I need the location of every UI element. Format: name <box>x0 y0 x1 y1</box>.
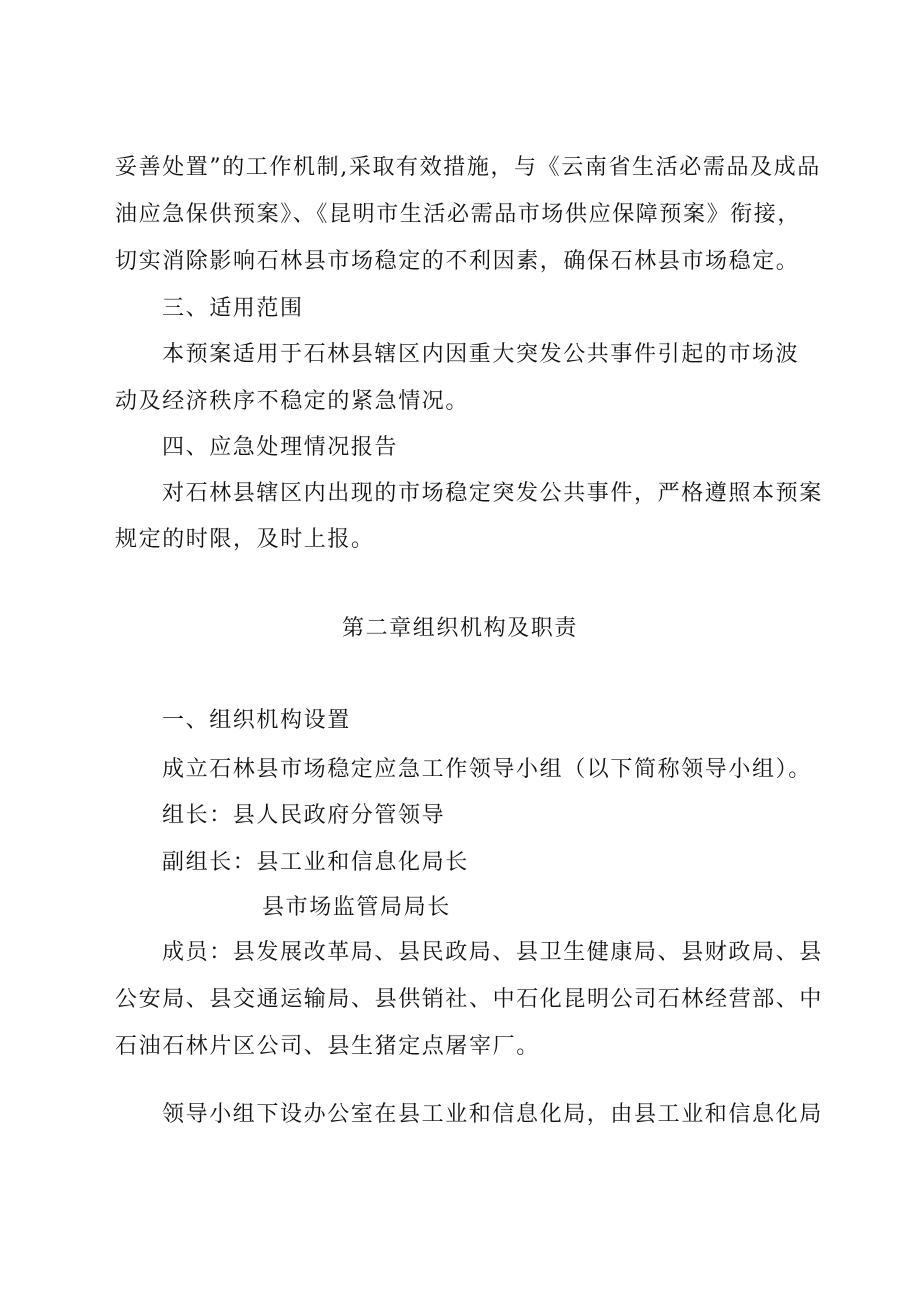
section-heading: 四、应急处理情况报告 <box>162 435 399 460</box>
paragraph-line: 本预案适用于石林县辖区内因重大突发公共事件引起的市场波 <box>162 342 800 367</box>
paragraph-line: 规定的时限，及时上报。 <box>115 527 375 552</box>
chapter-title: 第二章组织机构及职责 <box>341 616 578 641</box>
paragraph-line: 领导小组下设办公室在县工业和信息化局，由县工业和信息化局 <box>162 1102 823 1127</box>
paragraph-line: 对石林县辖区内出现的市场稳定突发公共事件，严格遵照本预案 <box>162 481 823 506</box>
paragraph-line: 动及经济秩序不稳定的紧急情况。 <box>115 389 470 414</box>
section-heading: 一、组织机构设置 <box>162 708 351 733</box>
paragraph-line: 组长：县人民政府分管领导 <box>162 803 446 828</box>
paragraph-line: 油应急保供预案》、《昆明市生活必需品市场供应保障预案》衔接， <box>115 202 802 227</box>
paragraph-line: 县市场监管局局长 <box>262 895 451 920</box>
paragraph-line: 石油石林片区公司、县生猪定点屠宰厂。 <box>115 1034 540 1059</box>
paragraph-line: 公安局、县交通运输局、县供销社、中石化昆明公司石林经营部、中 <box>115 987 824 1012</box>
paragraph-line: 切实消除影响石林县市场稳定的不利因素，确保石林县市场稳定。 <box>115 249 800 274</box>
section-heading: 三、适用范围 <box>162 296 304 321</box>
paragraph-line: 成立石林县市场稳定应急工作领导小组（以下简称领导小组）。 <box>162 757 812 782</box>
paragraph-line: 妥善处置”的工作机制,采取有效措施，与《云南省生活必需品及成品 <box>115 155 821 180</box>
paragraph-line: 副组长：县工业和信息化局长 <box>162 850 469 875</box>
paragraph-line: 成员：县发展改革局、县民政局、县卫生健康局、县财政局、县 <box>162 940 823 965</box>
